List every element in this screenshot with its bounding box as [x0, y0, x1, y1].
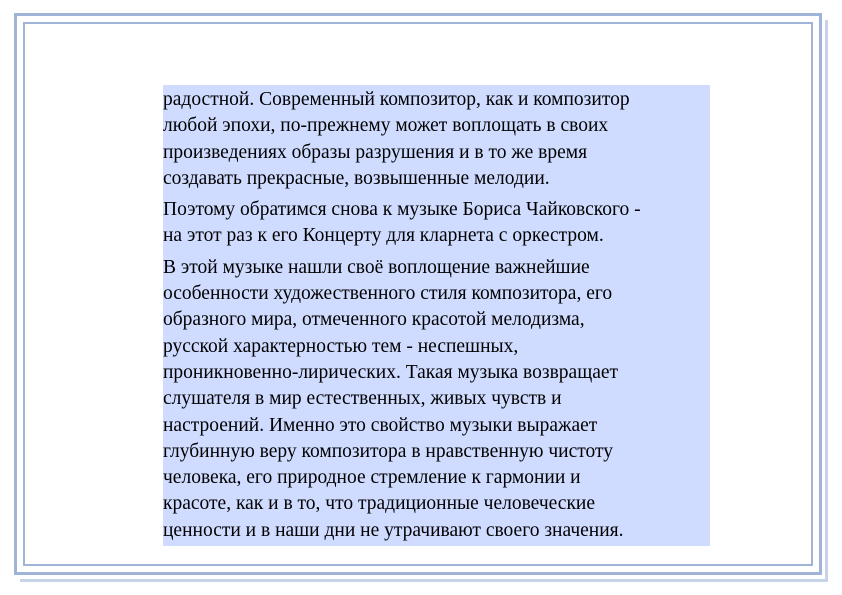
paragraph-1: радостной. Современный композитор, как и композитор любой эпохи, по-прежнему может воплощать в своих произведениях образы разрушения и в то же время создавать прекрасные, возвышенные мелодии.	[163, 89, 630, 189]
text-box	[163, 85, 710, 546]
paragraph-2: Поэтому обратимся снова к музыке Бориса Чайковского - на этот раз к его Концерту для кларнета с оркестром.	[163, 199, 641, 247]
paragraph-3: В этой музыке нашли своё воплощение важнейшие особенности художественного стиля композитора, его образного мира, отмеченного красотой мелодизма, русской характерностью тем - неспешных, проникновенно-лирических. Такая музыка возвращает слушателя в мир естественных, живых чувств и настроений. Именно это свойство музыки выражает глубинную веру композитора в нравственную чистоту человека, его природное стремление к гармонии и красоте, как и в то, что традиционные человеческие ценности и в наши дни не утрачивают своего значения.	[163, 256, 624, 541]
